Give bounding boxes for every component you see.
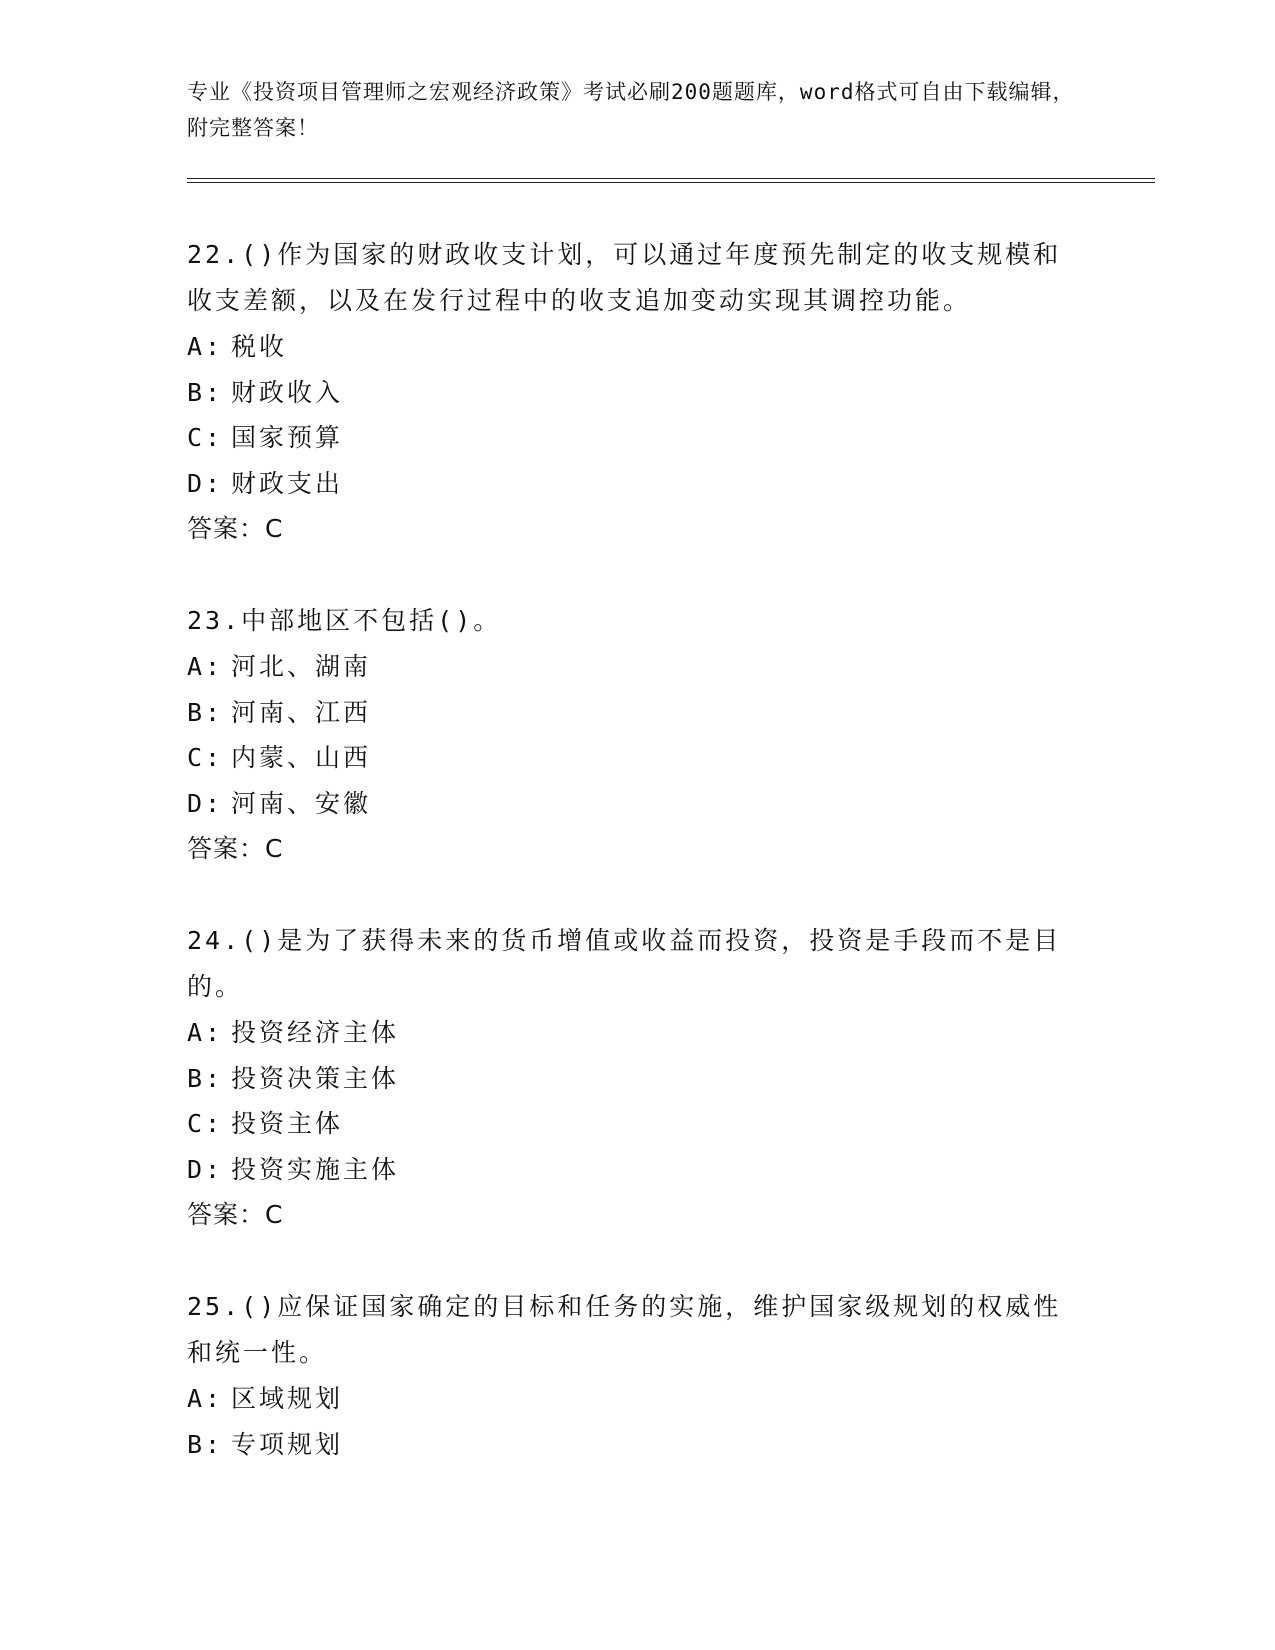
document-header: 专业《投资项目管理师之宏观经济政策》考试必刷200题题库，word格式可自由下载编辑，附完整答案！ — [187, 80, 1075, 140]
question-text: 22.()作为国家的财政收支计划，可以通过年度预先制定的收支规模和收支差额，以及在发行过程中的收支追加变动实现其调控功能。 — [187, 240, 1062, 315]
option-b — [187, 690, 1087, 736]
option-a — [187, 1010, 1087, 1056]
option-text: 投资主体 — [231, 1109, 344, 1138]
option-b — [187, 1056, 1087, 1102]
option-key: B: — [187, 377, 224, 407]
option-text: 专项规划 — [231, 1429, 344, 1459]
option-text: 财政收入 — [231, 377, 344, 407]
option-key: A: — [187, 652, 224, 681]
option-key: D: — [187, 788, 224, 818]
option-c — [187, 735, 1087, 781]
question-text: 25.()应保证国家确定的目标和任务的实施，维护国家级规划的权威性和统一性。 — [187, 1292, 1062, 1367]
option-text: 区域规划 — [231, 1384, 344, 1413]
option-c — [187, 1101, 1087, 1147]
option-text: 河南、安徽 — [231, 788, 372, 818]
question-25 — [187, 1284, 1087, 1467]
option-text: 财政支出 — [231, 468, 344, 498]
option-key: B: — [187, 1063, 224, 1093]
option-key: A: — [187, 1384, 224, 1413]
option-d — [187, 1147, 1087, 1193]
option-text: 投资经济主体 — [231, 1018, 400, 1047]
question-23 — [187, 598, 1087, 872]
answer-line: 答案：C — [187, 834, 284, 863]
question-text: 23.中部地区不包括()。 — [187, 606, 502, 635]
option-a — [187, 1376, 1087, 1422]
answer-line: 答案：C — [187, 1200, 284, 1229]
option-d — [187, 781, 1087, 827]
option-b — [187, 370, 1087, 416]
option-text: 税收 — [231, 332, 288, 361]
option-text: 内蒙、山西 — [231, 743, 372, 772]
question-22 — [187, 232, 1087, 552]
option-d — [187, 461, 1087, 507]
question-text: 24.()是为了获得未来的货币增值或收益而投资，投资是手段而不是目的。 — [187, 926, 1062, 1001]
option-text: 国家预算 — [231, 423, 344, 452]
option-c — [187, 415, 1087, 461]
question-list — [187, 232, 1087, 1513]
option-text: 投资实施主体 — [231, 1154, 400, 1184]
option-text: 投资决策主体 — [231, 1063, 400, 1093]
option-text: 河南、江西 — [231, 697, 372, 727]
option-key: D: — [187, 468, 224, 498]
option-key: B: — [187, 1429, 224, 1459]
option-b — [187, 1422, 1087, 1468]
option-key: C: — [187, 743, 224, 772]
option-key: A: — [187, 1018, 224, 1047]
question-24 — [187, 918, 1087, 1238]
option-key: D: — [187, 1154, 224, 1184]
answer-line: 答案：C — [187, 514, 284, 543]
option-a — [187, 644, 1087, 690]
option-key: C: — [187, 423, 224, 452]
option-a — [187, 324, 1087, 370]
option-key: B: — [187, 697, 224, 727]
option-key: A: — [187, 332, 224, 361]
option-key: C: — [187, 1109, 224, 1138]
header-divider — [187, 178, 1155, 183]
option-text: 河北、湖南 — [231, 652, 372, 681]
